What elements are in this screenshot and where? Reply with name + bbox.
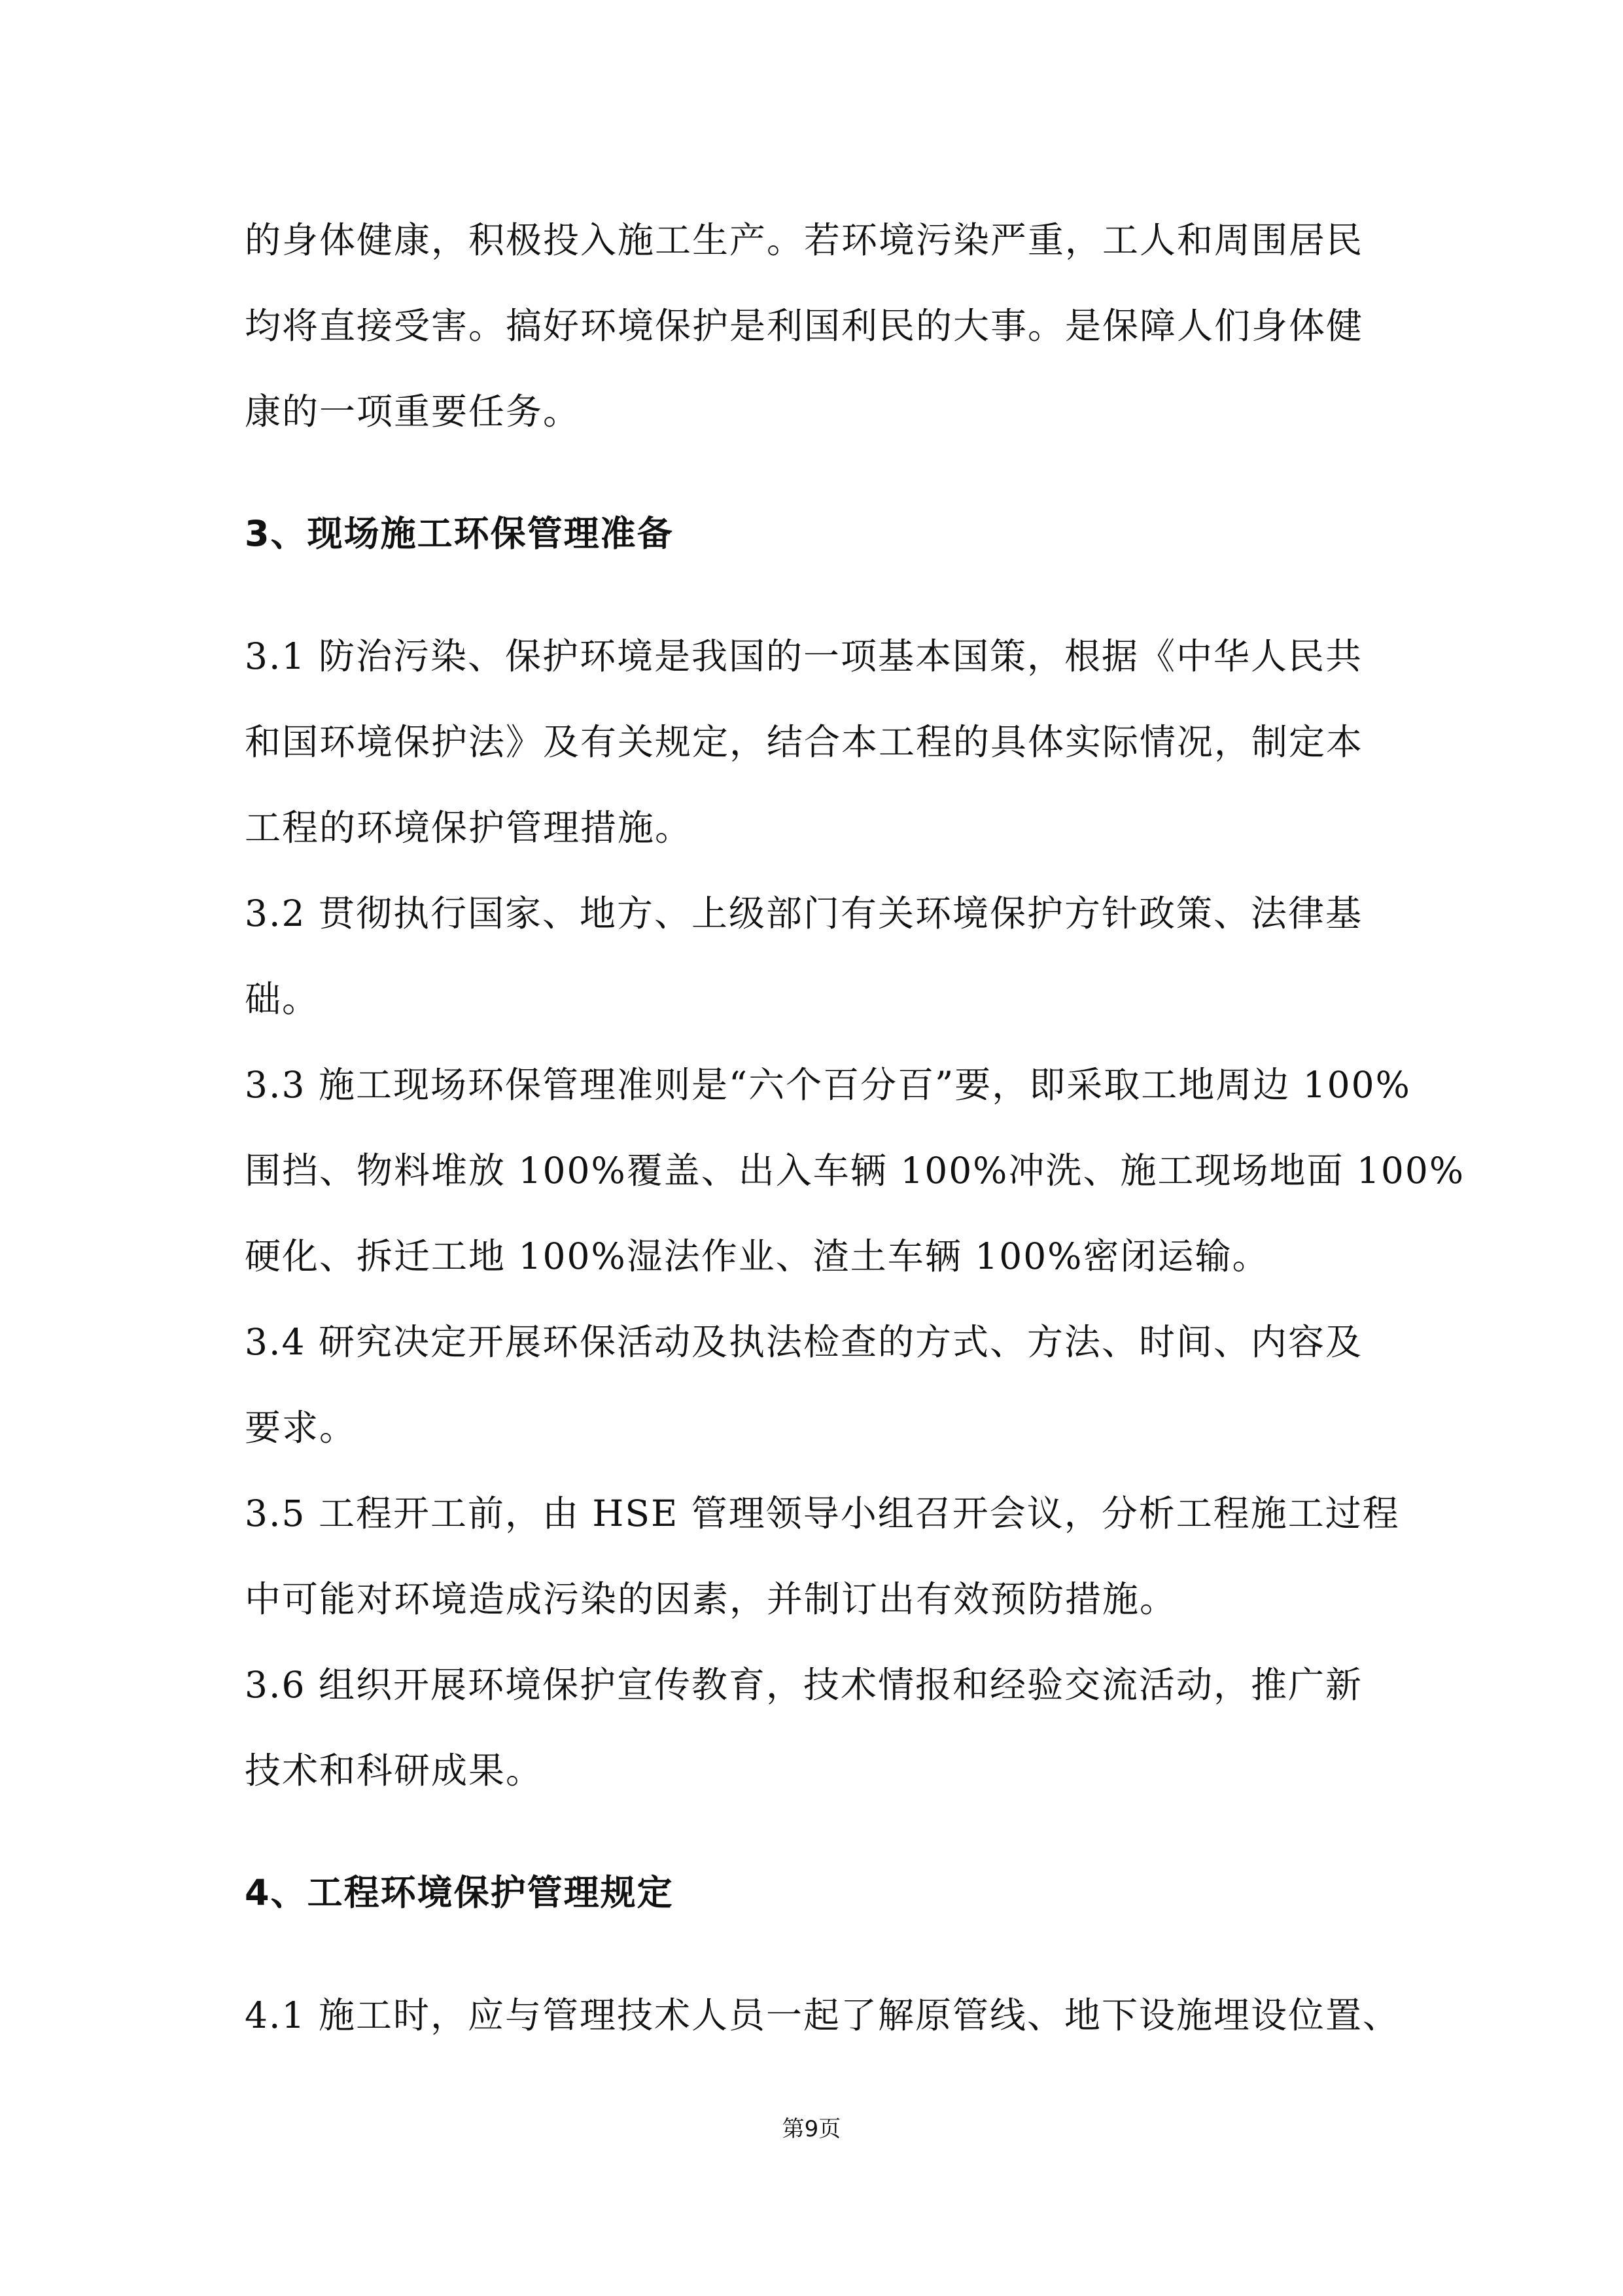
body-text-line: 3.1 防治污染、保护环境是我国的一项基本国策，根据《中华人民共 <box>245 635 1363 677</box>
page-number: 第9页 <box>782 2116 841 2142</box>
body-text-line: 3.6 组织开展环境保护宣传教育，技术情报和经验交流活动，推广新 <box>245 1664 1363 1706</box>
body-text-line: 硬化、拆迁工地 100%湿法作业、渣土车辆 100%密闭运输。 <box>245 1235 1270 1277</box>
body-text-line: 础。 <box>245 978 320 1020</box>
body-text-line: 3.4 研究决定开展环保活动及执法检查的方式、方法、时间、内容及 <box>245 1321 1363 1363</box>
body-text-line: 工程的环境保护管理措施。 <box>245 807 693 849</box>
body-text-line: 中可能对环境造成污染的因素，并制订出有效预防措施。 <box>245 1578 1178 1620</box>
body-text-line: 围挡、物料堆放 100%覆盖、出入车辆 100%冲洗、施工现场地面 100% <box>245 1150 1465 1192</box>
body-text-line: 4.1 施工时，应与管理技术人员一起了解原管线、地下设施埋设位置、 <box>245 1994 1400 2036</box>
section-heading: 3、现场施工环保管理准备 <box>245 513 674 554</box>
body-text-line: 和国环境保护法》及有关规定，结合本工程的具体实际情况，制定本 <box>245 721 1364 763</box>
body-text-line: 要求。 <box>245 1407 357 1449</box>
body-text-line: 均将直接受害。搞好环境保护是利国利民的大事。是保障人们身体健 <box>245 305 1364 347</box>
section-heading: 4、工程环境保护管理规定 <box>245 1872 674 1913</box>
body-text-line: 康的一项重要任务。 <box>245 391 581 433</box>
body-text-line: 技术和科研成果。 <box>245 1750 544 1792</box>
body-text-line: 3.2 贯彻执行国家、地方、上级部门有关环境保护方针政策、法律基 <box>245 892 1363 934</box>
body-text-line: 3.5 工程开工前，由 HSE 管理领导小组召开会议，分析工程施工过程 <box>245 1492 1400 1534</box>
body-text-line: 的身体健康，积极投入施工生产。若环境污染严重，工人和周围居民 <box>245 219 1364 261</box>
body-text-line: 3.3 施工现场环保管理准则是“六个百分百”要，即采取工地周边 100% <box>245 1064 1411 1106</box>
